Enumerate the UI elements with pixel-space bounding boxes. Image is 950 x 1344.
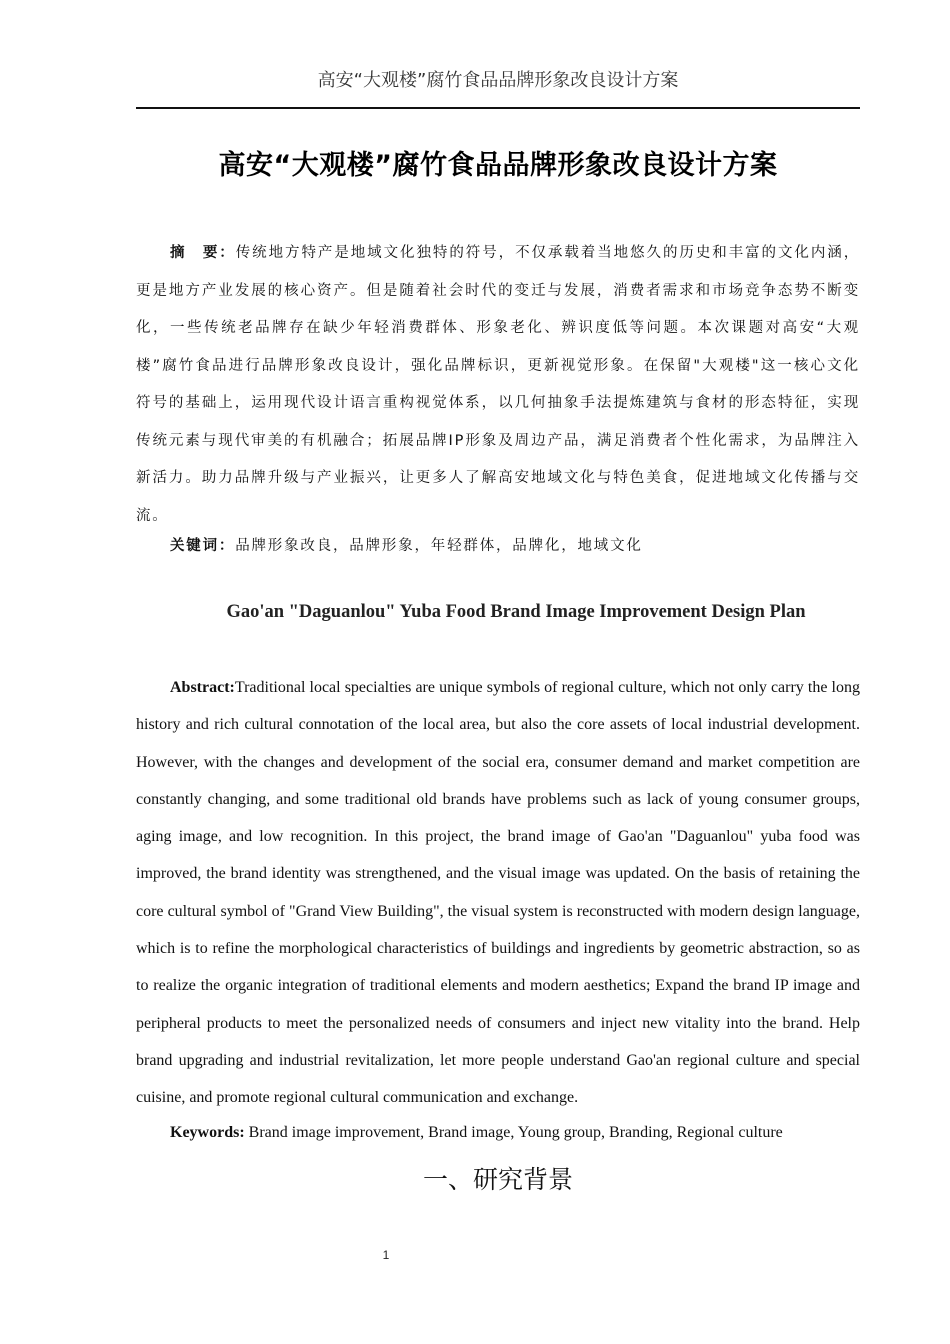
english-title: Gao'an "Daguanlou" Yuba Food Brand Image Improvement Design Plan: [226, 602, 806, 622]
english-keywords-text: Brand image improvement, Brand image, Young group, Branding, Regional culture: [244, 1124, 783, 1141]
english-keywords: [136, 1117, 860, 1149]
page-number: 1: [382, 1248, 390, 1262]
chinese-keywords: [136, 530, 860, 562]
section-heading: 一、研究背景: [422, 1165, 573, 1194]
english-abstract-text: Traditional local specialties are unique symbols of regional culture, which not only carry the long history and rich cultural connotation of the local area, but also the core assets of local industrial development. However, with the changes and development of the social era, consumer demand and market competition are constantly changing, and some traditional old brands have problems such as lack of young consumer groups, aging image, and low recognition. In this project, the brand image of Gao'an "Daguanlou" yuba food was improved, the brand identity was strengthened, and the visual image was updated. On the basis of retaining the core cultural symbol of "Grand View Building", the visual system is reconstructed with modern design language, which is to refine the morphological characteristics of buildings and ingredients by geometric abstraction, so as to realize the organic integration of traditional elements and modern aesthetics; Expand the brand IP image and peripheral products to meet the personalized needs of consumers and inject new vitality into the brand. Help brand upgrading and industrial revitalization, let more people understand Gao'an regional culture and special cuisine, and promote regional cultural communication and exchange.: [136, 679, 860, 1107]
running-header: 高安“大观楼”腐竹食品品牌形象改良设计方案: [317, 70, 679, 91]
chinese-keywords-label: 关键词：: [170, 538, 236, 554]
chinese-title: 高安“大观楼”腐竹食品品牌形象改良设计方案: [218, 150, 778, 181]
chinese-abstract: [136, 235, 860, 535]
english-abstract-label: Abstract:: [170, 679, 235, 696]
header-divider: [136, 107, 860, 109]
chinese-keywords-text: 品牌形象改良，品牌形象，年轻群体，品牌化，地域文化: [235, 538, 643, 554]
chinese-abstract-text: 传统地方特产是地域文化独特的符号，不仅承载着当地悠久的历史和丰富的文化内涵，更是地方产业发展的核心资产。但是随着社会时代的变迁与发展，消费者需求和市场竞争态势不断变化，一些传统老品牌存在缺少年轻消费群体、形象老化、辨识度低等问题。本次课题对高安“大观楼”腐竹食品进行品牌形象改良设计，强化品牌标识，更新视觉形象。在保留"大观楼"这一核心文化符号的基础上，运用现代设计语言重构视觉体系，以几何抽象手法提炼建筑与食材的形态特征，实现传统元素与现代审美的有机融合；拓展品牌IP形象及周边产品，满足消费者个性化需求，为品牌注入新活力。助力品牌升级与产业振兴，让更多人了解高安地域文化与特色美食，促进地域文化传播与交流。: [136, 245, 860, 524]
chinese-abstract-label: 摘 要：: [170, 245, 236, 261]
english-keywords-label: Keywords:: [170, 1124, 245, 1141]
english-abstract: [136, 669, 860, 1117]
